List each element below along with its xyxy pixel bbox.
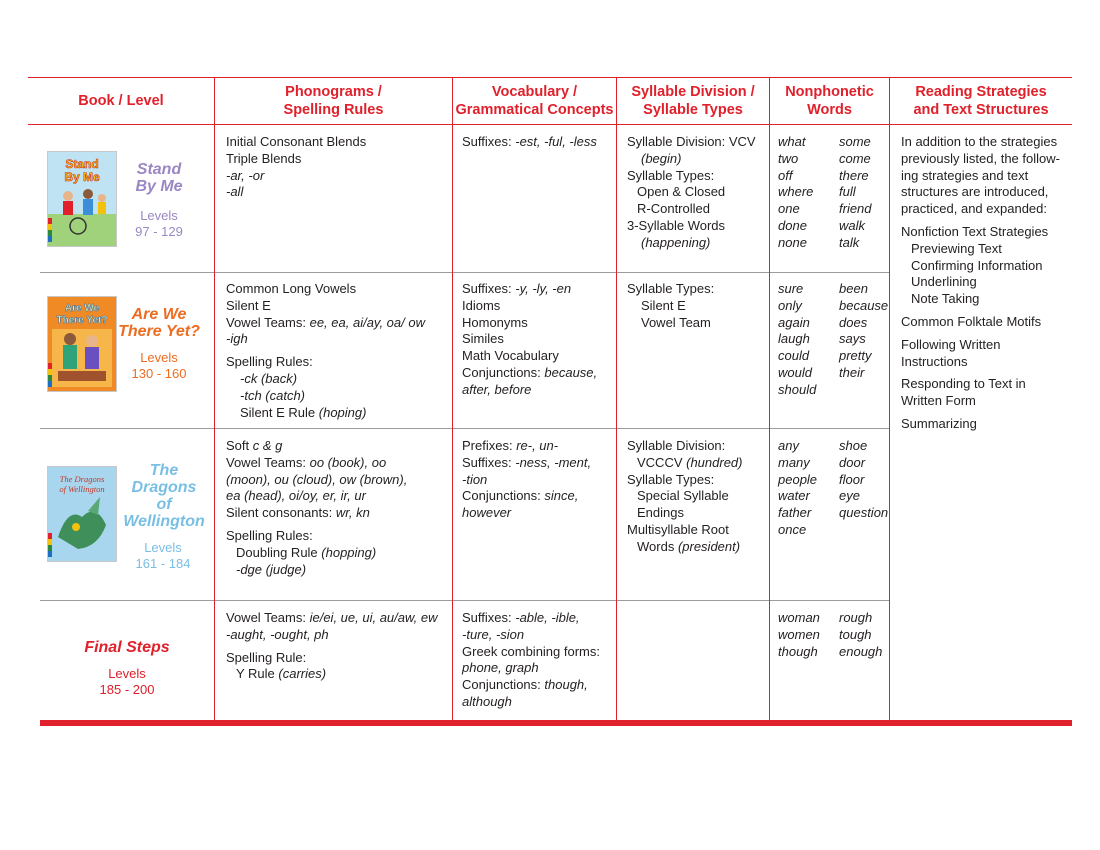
book-title-line: Dragons: [131, 479, 197, 496]
text-run: Suffixes:: [462, 454, 516, 470]
text-line: [462, 365, 597, 382]
nonphonetic-word: question: [839, 505, 889, 521]
nonphonetic-word: water: [778, 488, 810, 504]
text-line: [462, 382, 597, 399]
header-label: Spelling Rules: [283, 102, 384, 118]
text-line: [226, 455, 407, 472]
text-run: Greek combining forms:: [462, 643, 600, 659]
text-run: practiced, and expanded:: [901, 201, 1047, 217]
text-line: [901, 416, 1060, 433]
text-run: -ar, -or: [226, 167, 265, 183]
text-line: [226, 545, 407, 562]
text-line: [462, 677, 600, 694]
text-run: Words: [637, 538, 678, 554]
text-line: [901, 258, 1060, 275]
book-cover-stand-by-me: [47, 151, 117, 247]
nonphonetic-word: tough: [839, 626, 872, 642]
text-line: [462, 627, 600, 644]
text-run: (happening): [641, 234, 711, 250]
text-run: Soft: [226, 438, 253, 453]
text-line: [627, 218, 756, 235]
nonphonetic-word: laugh: [778, 331, 810, 347]
text-run: Triple Blends: [226, 150, 302, 166]
nonphonetic-word: some: [839, 134, 871, 149]
text-run: Vowel Team: [641, 314, 711, 330]
text-line: [627, 235, 756, 252]
text-line: [901, 134, 1060, 151]
text-line: [627, 201, 756, 218]
text-run: -ture, -sion: [462, 626, 525, 642]
text-line: [462, 660, 600, 677]
cover-title: There Yet?: [56, 315, 108, 326]
text-line: [901, 184, 1060, 201]
header-reading: [890, 78, 1072, 124]
text-run: Underlining: [911, 274, 977, 290]
book-title-line: Wellington: [123, 513, 205, 530]
nonphonetic-word: once: [778, 521, 807, 537]
text-run: -dge (judge): [236, 561, 307, 577]
text-line: [462, 488, 591, 505]
text-line: [226, 298, 425, 315]
cover-title: Are We: [64, 303, 100, 314]
text-line: [462, 610, 600, 627]
vocabulary-cell: [462, 281, 597, 399]
header-nonphonetic: [770, 78, 889, 124]
text-line: [226, 151, 366, 168]
text-run: Syllable Types:: [627, 281, 715, 296]
text-run: -igh: [226, 331, 248, 347]
book-levels: [125, 208, 193, 240]
text-run: Written Form: [901, 393, 976, 409]
text-line: [462, 694, 600, 711]
text-run: Silent consonants:: [226, 505, 336, 521]
text-line: [226, 562, 407, 579]
text-run: Vowel Teams:: [226, 610, 310, 625]
text-run: Vowel Teams:: [226, 454, 310, 470]
nonphonetic-word: come: [839, 150, 871, 166]
text-run: -ck (back): [240, 370, 298, 386]
syllable-cell: [627, 134, 756, 252]
text-run: Common Long Vowels: [226, 281, 357, 296]
header-label: Grammatical Concepts: [455, 102, 614, 118]
text-run: however: [462, 505, 512, 521]
text-line: [901, 354, 1060, 371]
text-line: [226, 405, 425, 422]
text-line: [226, 528, 407, 545]
text-run: R-Controlled: [637, 201, 710, 217]
nonphonetic-word: any: [778, 438, 799, 453]
syllable-cell: [627, 438, 743, 556]
text-line: [627, 168, 756, 185]
text-run: Previewing Text: [911, 240, 1002, 256]
phonograms-cell: [226, 438, 407, 578]
levels-label: Levels: [144, 540, 182, 555]
nonphonetic-word: none: [778, 234, 807, 250]
nonphonetic-word: would: [778, 364, 812, 380]
nonphonetic-word: does: [839, 314, 868, 330]
nonphonetic-word: door: [839, 454, 866, 470]
text-line: [226, 331, 425, 348]
nonphonetic-word: there: [839, 167, 869, 183]
text-run: Spelling Rules:: [226, 354, 313, 370]
text-line: [901, 241, 1060, 258]
text-line: [627, 134, 756, 151]
text-run: Summarizing: [901, 415, 977, 431]
nonphonetic-word: shoe: [839, 438, 868, 453]
text-run: after, before: [462, 381, 532, 397]
nonphonetic-words-left: [778, 134, 813, 252]
text-run: Open & Closed: [637, 184, 726, 200]
nonphonetic-word: off: [778, 167, 793, 183]
nonphonetic-word: friend: [839, 201, 872, 217]
nonphonetic-word: floor: [839, 471, 865, 487]
nonphonetic-words-left: [778, 438, 817, 539]
text-line: [462, 644, 600, 661]
nonphonetic-words-right: [839, 610, 882, 660]
header-phonograms: [215, 78, 452, 124]
text-run: -aught, -ought, ph: [226, 626, 329, 642]
vocabulary-cell: [462, 438, 591, 522]
nonphonetic-word: again: [778, 314, 810, 330]
nonphonetic-word: done: [778, 217, 807, 233]
row-divider: [40, 600, 890, 601]
header-label: and Text Structures: [913, 102, 1049, 118]
text-run: Syllable Division: VCV: [627, 134, 756, 149]
text-line: [627, 151, 756, 168]
book-title: [116, 306, 202, 340]
text-run: re-, un-: [516, 438, 559, 453]
text-line: [226, 627, 438, 644]
nonphonetic-words-right: [839, 281, 888, 382]
text-line: [627, 298, 714, 315]
text-run: Idioms: [462, 297, 501, 313]
text-run: Prefixes:: [462, 438, 517, 453]
text-run: because,: [544, 364, 598, 380]
text-run: ee, ea, ai/ay, oa/ ow: [309, 314, 425, 330]
text-run: Silent E: [641, 297, 686, 313]
text-run: although: [462, 693, 512, 709]
text-line: [627, 315, 714, 332]
text-run: Special Syllable: [637, 488, 729, 504]
book-title-line: By Me: [135, 178, 183, 195]
header-label: Vocabulary /: [491, 84, 578, 100]
text-line: [627, 455, 743, 472]
vocabulary-cell: [462, 134, 597, 151]
text-run: -ness, -ment,: [515, 454, 592, 470]
phonograms-cell: [226, 281, 425, 421]
header-label: Book / Level: [78, 93, 164, 109]
book-title-line: The: [149, 462, 179, 479]
text-run: Syllable Types:: [627, 471, 715, 487]
text-run: Doubling Rule: [236, 544, 322, 560]
text-run: oo (book), oo: [309, 454, 387, 470]
book-levels: [90, 666, 164, 698]
text-run: Following Written: [901, 336, 1001, 352]
nonphonetic-word: many: [778, 454, 810, 470]
text-line: [627, 438, 743, 455]
text-line: [226, 354, 425, 371]
text-line: [226, 666, 438, 683]
text-run: phone, graph: [462, 660, 539, 676]
book-title: [118, 462, 210, 530]
row-divider: [40, 428, 890, 429]
header-label: Phonograms /: [285, 84, 382, 100]
book-levels: [126, 540, 200, 572]
levels-label: Levels: [140, 208, 178, 223]
phonograms-cell: [226, 134, 366, 201]
vocabulary-cell: [462, 610, 600, 711]
header-label: Nonphonetic: [785, 84, 874, 100]
text-run: -able, -ible,: [515, 610, 580, 625]
text-line: [226, 650, 438, 667]
text-run: Common Folktale Motifs: [901, 313, 1042, 329]
levels-range: 130 - 160: [131, 366, 187, 381]
text-line: [901, 393, 1060, 410]
text-run: (moon), ou (cloud), ow (brown),: [226, 471, 408, 487]
text-line: [627, 522, 743, 539]
text-run: (carries): [278, 666, 327, 682]
text-line: [627, 505, 743, 522]
text-line: [462, 298, 597, 315]
book-title-line: of: [156, 496, 172, 513]
nonphonetic-word: what: [778, 134, 806, 149]
text-run: Vowel Teams:: [226, 314, 310, 330]
column-divider: [889, 78, 890, 720]
text-run: Instructions: [901, 353, 968, 369]
text-line: [462, 472, 591, 489]
cover-title: By Me: [64, 170, 100, 184]
header-book-level: [28, 78, 214, 124]
text-line: [901, 168, 1060, 185]
text-run: ie/ei, ue, ui, au/aw, ew: [309, 610, 438, 625]
text-line: [226, 134, 366, 151]
text-run: ing strategies and text: [901, 167, 1029, 183]
header-label: Words: [807, 102, 852, 118]
text-run: Nonfiction Text Strategies: [901, 223, 1049, 239]
text-run: ea (head), oi/oy, er, ir, ur: [226, 488, 366, 504]
text-line: [462, 348, 597, 365]
reading-strategies-cell: [901, 134, 1060, 433]
text-line: [226, 371, 425, 388]
text-run: previously listed, the follow-: [901, 150, 1060, 166]
table-bottom-rule: [40, 720, 1072, 726]
book-title-line: Are We: [131, 306, 187, 323]
text-run: Conjunctions:: [462, 488, 545, 504]
text-line: [226, 488, 407, 505]
text-line: [627, 488, 743, 505]
text-run: Conjunctions:: [462, 677, 545, 693]
levels-range: 97 - 129: [135, 224, 183, 239]
text-run: Y Rule: [236, 666, 279, 682]
text-run: Spelling Rules:: [226, 527, 313, 543]
text-line: [901, 201, 1060, 218]
text-run: -tion: [462, 471, 488, 487]
nonphonetic-words-right: [839, 134, 872, 252]
text-line: [627, 184, 756, 201]
text-line: [901, 376, 1060, 393]
cover-title: Stand: [65, 157, 99, 171]
text-run: -est, -ful, -less: [515, 134, 597, 149]
text-run: Homonyms: [462, 314, 528, 330]
text-run: Spelling Rule:: [226, 649, 307, 665]
column-divider: [452, 78, 453, 720]
text-run: Conjunctions:: [462, 364, 545, 380]
text-line: [226, 388, 425, 405]
text-line: [627, 539, 743, 556]
book-title-line: There Yet?: [118, 323, 200, 340]
nonphonetic-word: could: [778, 348, 810, 364]
text-run: Responding to Text in: [901, 376, 1026, 392]
nonphonetic-word: people: [778, 471, 818, 487]
column-divider: [214, 78, 215, 720]
header-label: Syllable Division /: [631, 84, 755, 100]
text-run: Initial Consonant Blends: [226, 134, 367, 149]
text-run: In addition to the strategies: [901, 134, 1058, 149]
nonphonetic-word: been: [839, 281, 868, 296]
cover-title: of Wellington: [59, 484, 105, 494]
text-line: [226, 610, 438, 627]
text-line: [627, 281, 714, 298]
text-line: [226, 505, 407, 522]
text-line: [226, 281, 425, 298]
text-run: Confirming Information: [911, 257, 1043, 273]
levels-range: 161 - 184: [135, 556, 191, 571]
levels-label: Levels: [108, 666, 146, 681]
text-run: wr, kn: [335, 505, 370, 521]
text-run: (hopping): [321, 544, 377, 560]
nonphonetic-word: should: [778, 381, 817, 397]
book-title: [70, 639, 184, 656]
text-line: [226, 184, 366, 201]
text-run: Endings: [637, 505, 684, 521]
text-run: Note Taking: [911, 291, 980, 307]
text-line: [462, 331, 597, 348]
text-run: VCCCV: [637, 454, 687, 470]
nonphonetic-word: one: [778, 201, 800, 217]
header-bottom-rule: [28, 124, 1072, 125]
text-run: Math Vocabulary: [462, 348, 559, 364]
text-line: [901, 314, 1060, 331]
text-line: [627, 472, 743, 489]
nonphonetic-word: enough: [839, 643, 883, 659]
phonograms-cell: [226, 610, 438, 683]
nonphonetic-word: rough: [839, 610, 873, 625]
text-line: [462, 455, 591, 472]
text-run: -tch (catch): [240, 387, 306, 403]
nonphonetic-word: eye: [839, 488, 860, 504]
text-run: Suffixes:: [462, 281, 516, 296]
text-line: [226, 168, 366, 185]
nonphonetic-word: only: [778, 297, 802, 313]
nonphonetic-word: talk: [839, 234, 860, 250]
nonphonetic-word: sure: [778, 281, 804, 296]
nonphonetic-word: women: [778, 626, 820, 642]
text-line: [226, 438, 407, 455]
text-run: since,: [544, 488, 579, 504]
text-line: [901, 337, 1060, 354]
text-line: [901, 151, 1060, 168]
nonphonetic-word: woman: [778, 610, 820, 625]
header-vocabulary: [453, 78, 616, 124]
nonphonetic-words-left: [778, 281, 816, 399]
book-cover-are-we-there-yet: [47, 296, 117, 392]
nonphonetic-word: full: [839, 184, 856, 200]
text-line: [226, 315, 425, 332]
text-run: though,: [544, 677, 588, 693]
nonphonetic-word: because: [839, 297, 889, 313]
text-line: [462, 281, 597, 298]
text-line: [901, 224, 1060, 241]
nonphonetic-word: two: [778, 150, 799, 166]
nonphonetic-word: says: [839, 331, 866, 347]
nonphonetic-word: where: [778, 184, 814, 200]
text-run: 3-Syllable Words: [627, 217, 726, 233]
column-divider: [616, 78, 617, 720]
nonphonetic-word: walk: [839, 217, 866, 233]
text-run: structures are introduced,: [901, 184, 1049, 200]
text-run: Suffixes:: [462, 134, 516, 149]
text-line: [462, 134, 597, 151]
nonphonetic-word: though: [778, 643, 818, 659]
syllable-cell: [627, 281, 714, 331]
row-divider: [40, 272, 890, 273]
column-divider: [769, 78, 770, 720]
text-line: [462, 438, 591, 455]
levels-range: 185 - 200: [99, 682, 155, 697]
text-run: -all: [226, 184, 244, 200]
text-run: (president): [677, 538, 741, 554]
text-line: [462, 505, 591, 522]
text-run: (hoping): [318, 404, 367, 420]
text-line: [901, 291, 1060, 308]
nonphonetic-word: their: [839, 364, 865, 380]
book-title-line: Final Steps: [84, 639, 170, 656]
nonphonetic-word: father: [778, 505, 812, 521]
book-levels: [122, 350, 196, 382]
header-label: Reading Strategies: [915, 84, 1047, 100]
book-title-line: Stand: [136, 161, 182, 178]
nonphonetic-word: pretty: [839, 348, 872, 364]
text-run: -y, -ly, -en: [515, 281, 572, 296]
book-title: [125, 161, 193, 195]
book-cover-dragons-of-wellington: [47, 466, 117, 562]
levels-label: Levels: [140, 350, 178, 365]
nonphonetic-words-right: [839, 438, 888, 522]
header-label: Syllable Types: [643, 102, 743, 118]
header-syllable: [617, 78, 769, 124]
text-run: Multisyllable Root: [627, 521, 729, 537]
text-run: Syllable Types:: [627, 167, 715, 183]
text-run: (begin): [641, 150, 682, 166]
text-run: Syllable Division:: [627, 438, 726, 453]
text-line: [901, 274, 1060, 291]
nonphonetic-words-left: [778, 610, 820, 660]
text-line: [462, 315, 597, 332]
text-run: Silent E Rule: [240, 404, 319, 420]
text-run: Suffixes:: [462, 610, 516, 625]
text-run: (hundred): [686, 454, 743, 470]
text-run: Similes: [462, 331, 504, 347]
cover-title: The Dragons: [59, 474, 105, 484]
text-line: [226, 472, 407, 489]
text-run: Silent E: [226, 297, 271, 313]
text-run: c & g: [252, 438, 283, 453]
